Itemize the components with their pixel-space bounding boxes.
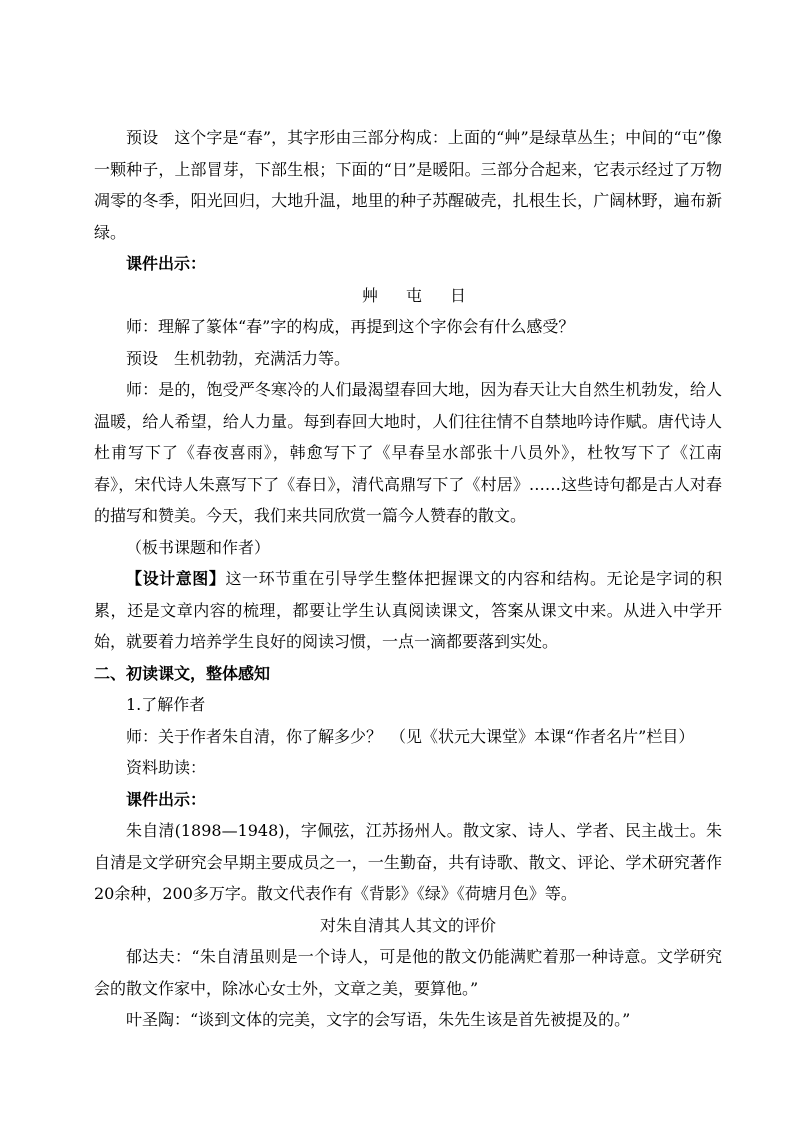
section-heading: 二、初读课文，整体感知 [94, 663, 271, 683]
paragraph-preset-spring-char: 预设 这个字是“春”，其字形由三部分构成：上面的“艸”是绿草丛生；中间的“屯”像一颗种子，上部冒芽，下部生根；下面的“日”是暖阳。三部分合起来，它表示经过了万物凋零的冬季，阳光回归，大地升温，地里的种子苏醒破壳，扎根生长，广阔林野，遍布新绿。 [94, 128, 722, 242]
design-intent-label: 【设计意图】 [126, 569, 226, 588]
paragraph-author-bio: 朱自清(1898—1948)，字佩弦，江苏扬州人。散文家、诗人、学者、民主战士。朱自清是文学研究会早期主要成员之一，一生勤奋，共有诗歌、散文、评论、学术研究著作20余种，200多万字。散文代表作有《背影》《绿》《荷塘月色》等。 [94, 821, 722, 903]
subsection-author: 1.了解作者 [126, 695, 206, 714]
document-body [94, 122, 722, 1036]
paragraph-ye-shengtao-quote: 叶圣陶：“谈到文体的完美，文字的会写语，朱先生该是首先被提及的。” [126, 1010, 631, 1029]
paragraph-teacher-author-question: 师：关于作者朱自清，你了解多少？ （见《状元大课堂》本课“作者名片”栏目） [126, 726, 695, 746]
character-components [94, 280, 722, 312]
paragraph-board-note: （板书课题和作者） [126, 537, 271, 557]
courseware-label-1: 课件出示： [126, 254, 207, 273]
evaluation-heading: 对朱自清其人其文的评价 [319, 915, 496, 935]
courseware-label-2: 课件出示： [126, 789, 207, 809]
paragraph-preset-answer: 预设 生机勃勃，充满活力等。 [126, 348, 351, 368]
paragraph-teacher-question: 师：理解了篆体“春”字的构成，再提到这个字你会有什么感受？ [126, 317, 575, 336]
design-intent-text: 这一环节重在引导学生整体把握课文的内容和结构。无论是字词的积累，还是文章内容的梳理，都要让学生认真阅读课文，答案从课文中来。从进入中学开始，就要着力培养学生良好的阅读习惯，一点一滴都要落到实处。 [94, 569, 722, 651]
paragraph-design-intent [94, 563, 722, 658]
paragraph-reading-aid: 资料助读： [126, 758, 207, 777]
paragraph-yu-dafu-quote: 郁达夫：“朱自清虽则是一个诗人，可是他的散文仍能满贮着那一种诗意。文学研究会的散文作家中，除冰心女士外，文章之美，要算他。” [94, 947, 722, 998]
char-tun: 屯 [405, 285, 422, 305]
paragraph-teacher-poems: 师：是的，饱受严冬寒冷的人们最渴望春回大地，因为春天让大自然生机勃发，给人温暖，给人希望，给人力量。每到春回大地时，人们往往情不自禁地吟诗作赋。唐代诗人杜甫写下了《春夜喜雨》，韩愈写下了《早春呈水部张十八员外》，杜牧写下了《江南春》，宋代诗人朱熹写下了《春日》，清代高鼎写下了《村居》……这些诗句都是古人对春的描写和赞美。今天，我们来共同欣赏一篇今人赞春的散文。 [94, 380, 722, 525]
char-ri: 日 [450, 285, 467, 305]
char-cao: 艸 [361, 285, 378, 305]
